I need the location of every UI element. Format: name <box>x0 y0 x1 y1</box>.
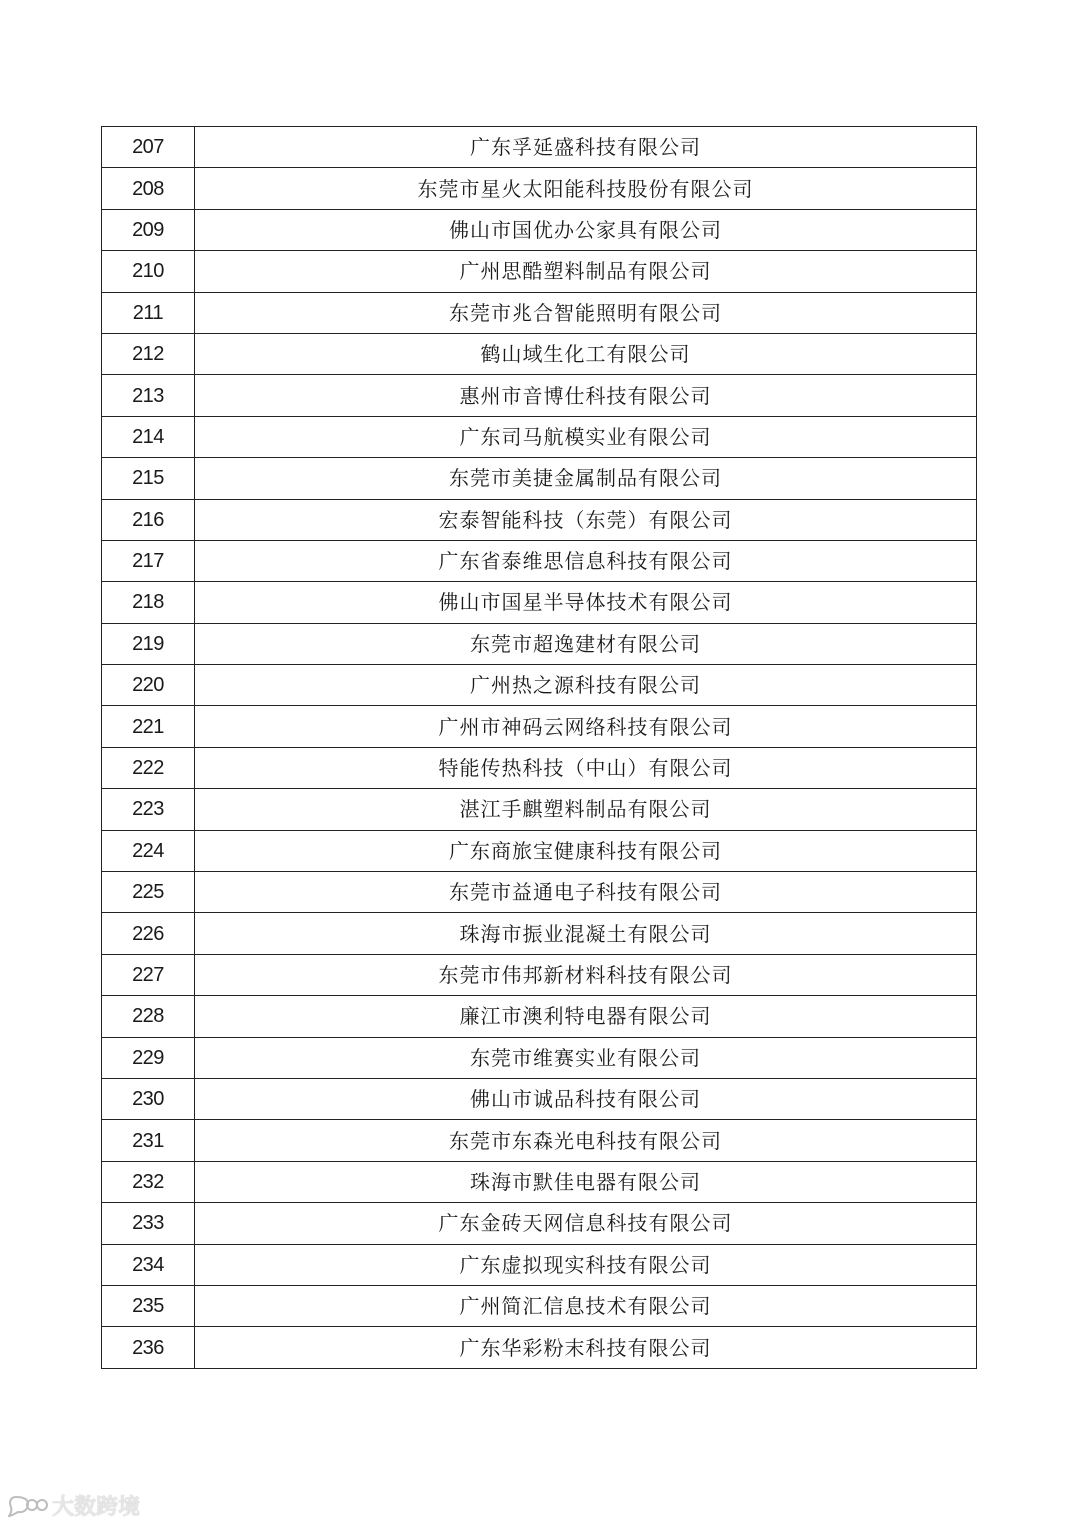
company-name-cell: 湛江手麒塑料制品有限公司 <box>195 789 977 830</box>
table-row <box>102 540 977 581</box>
company-name-cell: 宏泰智能科技（东莞）有限公司 <box>195 499 977 540</box>
row-number-cell: 216 <box>102 499 195 540</box>
table-row <box>102 1161 977 1202</box>
table-row <box>102 954 977 995</box>
table-row <box>102 1120 977 1161</box>
company-name-cell: 惠州市音博仕科技有限公司 <box>195 375 977 416</box>
row-number-cell: 212 <box>102 333 195 374</box>
company-name-cell: 鹤山域生化工有限公司 <box>195 333 977 374</box>
table-row <box>102 416 977 457</box>
row-number-cell: 208 <box>102 168 195 209</box>
table-row <box>102 1285 977 1326</box>
row-number-cell: 225 <box>102 872 195 913</box>
table-row <box>102 1078 977 1119</box>
table-row <box>102 1203 977 1244</box>
table-row <box>102 789 977 830</box>
company-name-cell: 广东司马航模实业有限公司 <box>195 416 977 457</box>
company-name-cell: 广州思酷塑料制品有限公司 <box>195 251 977 292</box>
table-row <box>102 333 977 374</box>
table-body <box>102 127 977 1369</box>
table-row <box>102 706 977 747</box>
table-row <box>102 127 977 168</box>
company-name-cell: 东莞市益通电子科技有限公司 <box>195 872 977 913</box>
company-name-cell: 东莞市东森光电科技有限公司 <box>195 1120 977 1161</box>
row-number-cell: 227 <box>102 954 195 995</box>
row-number-cell: 213 <box>102 375 195 416</box>
table-row <box>102 996 977 1037</box>
company-name-cell: 广东华彩粉末科技有限公司 <box>195 1327 977 1368</box>
row-number-cell: 234 <box>102 1244 195 1285</box>
company-name-cell: 佛山市诚品科技有限公司 <box>195 1078 977 1119</box>
company-name-cell: 廉江市澳利特电器有限公司 <box>195 996 977 1037</box>
company-name-cell: 广州简汇信息技术有限公司 <box>195 1285 977 1326</box>
table-row <box>102 582 977 623</box>
table-row <box>102 499 977 540</box>
chat-bubble-logo-icon <box>8 1493 48 1519</box>
row-number-cell: 214 <box>102 416 195 457</box>
company-name-cell: 佛山市国星半导体技术有限公司 <box>195 582 977 623</box>
company-name-cell: 东莞市维赛实业有限公司 <box>195 1037 977 1078</box>
company-name-cell: 珠海市振业混凝土有限公司 <box>195 913 977 954</box>
company-name-cell: 佛山市国优办公家具有限公司 <box>195 209 977 250</box>
table-row <box>102 292 977 333</box>
row-number-cell: 219 <box>102 623 195 664</box>
table-row <box>102 1244 977 1285</box>
company-name-cell: 东莞市星火太阳能科技股份有限公司 <box>195 168 977 209</box>
table-row <box>102 872 977 913</box>
row-number-cell: 236 <box>102 1327 195 1368</box>
row-number-cell: 217 <box>102 540 195 581</box>
table-row <box>102 747 977 788</box>
row-number-cell: 232 <box>102 1161 195 1202</box>
watermark-text: 大数跨境 <box>52 1495 141 1520</box>
row-number-cell: 209 <box>102 209 195 250</box>
table-row <box>102 168 977 209</box>
company-name-cell: 广东虚拟现实科技有限公司 <box>195 1244 977 1285</box>
table-row <box>102 458 977 499</box>
table-row <box>102 623 977 664</box>
table-row <box>102 665 977 706</box>
row-number-cell: 235 <box>102 1285 195 1326</box>
row-number-cell: 221 <box>102 706 195 747</box>
company-name-cell: 广东孚延盛科技有限公司 <box>195 127 977 168</box>
row-number-cell: 230 <box>102 1078 195 1119</box>
table-row <box>102 913 977 954</box>
row-number-cell: 207 <box>102 127 195 168</box>
company-name-cell: 广州市神码云网络科技有限公司 <box>195 706 977 747</box>
row-number-cell: 229 <box>102 1037 195 1078</box>
watermark <box>8 1490 140 1521</box>
table-row <box>102 251 977 292</box>
company-name-cell: 东莞市超逸建材有限公司 <box>195 623 977 664</box>
table-row <box>102 1327 977 1368</box>
company-name-cell: 广州热之源科技有限公司 <box>195 665 977 706</box>
row-number-cell: 215 <box>102 458 195 499</box>
table-row <box>102 375 977 416</box>
company-name-cell: 特能传热科技（中山）有限公司 <box>195 747 977 788</box>
company-name-cell: 东莞市美捷金属制品有限公司 <box>195 458 977 499</box>
row-number-cell: 218 <box>102 582 195 623</box>
table-row <box>102 209 977 250</box>
company-name-cell: 广东商旅宝健康科技有限公司 <box>195 830 977 871</box>
row-number-cell: 231 <box>102 1120 195 1161</box>
row-number-cell: 220 <box>102 665 195 706</box>
company-name-cell: 广东省泰维思信息科技有限公司 <box>195 540 977 581</box>
company-name-cell: 广东金砖天网信息科技有限公司 <box>195 1203 977 1244</box>
company-name-cell: 东莞市兆合智能照明有限公司 <box>195 292 977 333</box>
company-list-table <box>101 126 977 1369</box>
row-number-cell: 222 <box>102 747 195 788</box>
row-number-cell: 224 <box>102 830 195 871</box>
company-name-cell: 东莞市伟邦新材料科技有限公司 <box>195 954 977 995</box>
company-name-cell: 珠海市默佳电器有限公司 <box>195 1161 977 1202</box>
table-row <box>102 830 977 871</box>
row-number-cell: 223 <box>102 789 195 830</box>
row-number-cell: 228 <box>102 996 195 1037</box>
row-number-cell: 226 <box>102 913 195 954</box>
row-number-cell: 211 <box>102 292 195 333</box>
row-number-cell: 210 <box>102 251 195 292</box>
table-row <box>102 1037 977 1078</box>
row-number-cell: 233 <box>102 1203 195 1244</box>
